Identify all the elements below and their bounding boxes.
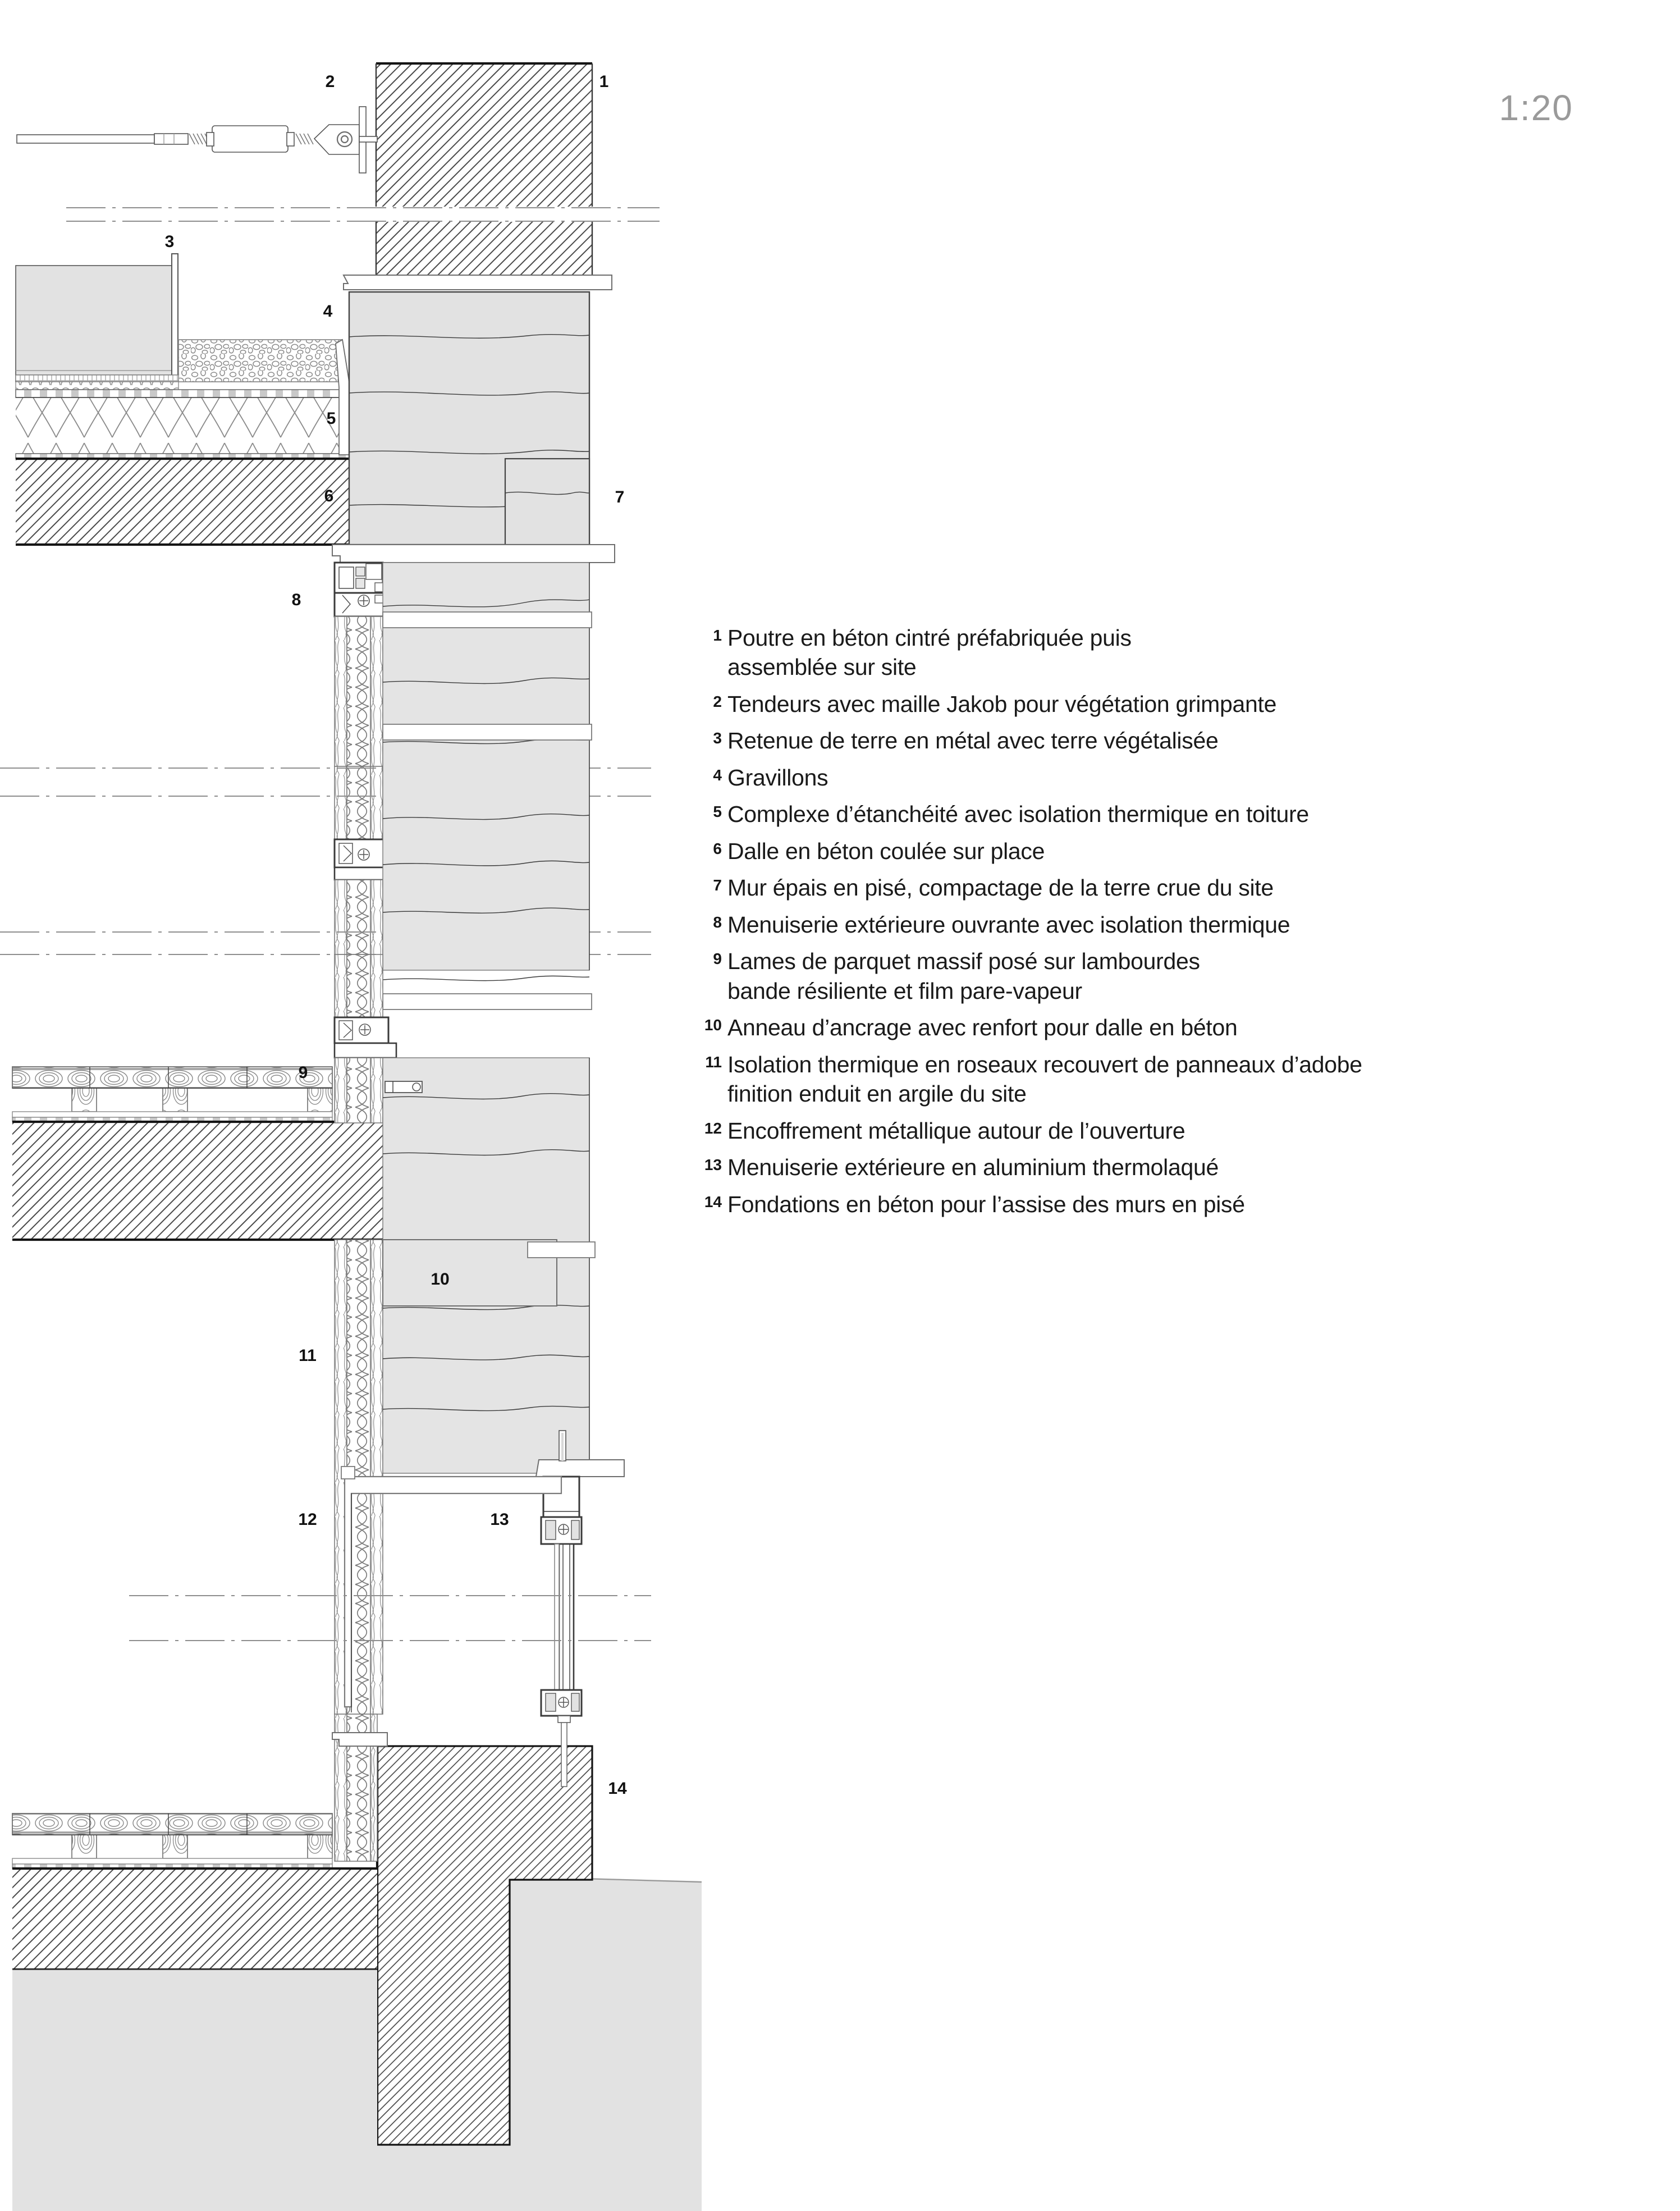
legend-item <box>696 623 1622 682</box>
legend-label: Complexe d’étanchéité avec isolation thermique en toiture <box>727 801 1309 828</box>
legend-label: Lames de parquet massif posé sur lambourdes bande résiliente et film pare-vapeur <box>727 948 1200 1004</box>
callout-4: 4 <box>323 302 333 321</box>
legend-number: 14 <box>704 1193 722 1210</box>
ground-floor-parquet <box>12 1813 332 1869</box>
legend-label: Poutre en béton cintré préfabriquée puis assemblée sur site <box>727 625 1132 680</box>
legend-number: 12 <box>704 1119 722 1137</box>
legend-number: 13 <box>704 1156 722 1174</box>
legend-number: 7 <box>713 876 722 894</box>
legend-number: 9 <box>713 950 722 968</box>
callout-6: 6 <box>324 487 334 505</box>
legend-label: Menuiserie extérieure en aluminium thermolaqué <box>727 1154 1219 1181</box>
legend-item <box>696 800 1622 829</box>
aluminium-window-assembly <box>536 1431 624 1716</box>
legend-item <box>696 1116 1622 1145</box>
callout-3: 3 <box>164 232 175 251</box>
legend-label: Isolation thermique en roseaux recouvert de panneaux d’adobe finition enduit en argile du site <box>727 1051 1362 1107</box>
legend-item <box>696 873 1622 902</box>
metal-earth-retainer <box>16 254 178 382</box>
callout-10: 10 <box>431 1270 450 1289</box>
legend-label: Retenue de terre en métal avec terre végétalisée <box>727 728 1219 754</box>
window-transom-frame-profile <box>335 839 385 880</box>
callout-9: 9 <box>298 1063 308 1082</box>
reed-insulation-wall-assembly <box>335 616 383 839</box>
legend-number: 1 <box>713 627 722 644</box>
exterior-ledge-1 <box>383 612 592 628</box>
ground-floor-concrete-slab <box>12 1869 377 1970</box>
exterior-ledge-4 <box>528 1242 595 1258</box>
legend-item <box>696 1153 1622 1182</box>
legend-item <box>696 1013 1622 1042</box>
legend-label: Gravillons <box>727 764 828 791</box>
base-sill-plate <box>332 1733 387 1746</box>
legend-label: Fondations en béton pour l’assise des murs en pisé <box>727 1191 1245 1217</box>
legend-label: Tendeurs avec maille Jakob pour végétation grimpante <box>727 691 1277 717</box>
section-drawing <box>0 0 702 2211</box>
window-head-plate <box>332 545 615 563</box>
legend-number: 4 <box>713 766 722 784</box>
precast-concrete-beam <box>376 63 592 286</box>
sub-base-fill <box>12 1970 377 2211</box>
callout-2: 2 <box>325 72 335 91</box>
reed-insulation-wall-assembly-4 <box>335 1058 383 1123</box>
callout-14: 14 <box>608 1779 627 1798</box>
legend-number: 8 <box>713 913 722 931</box>
gravel-ballast <box>178 340 349 382</box>
legend-item <box>696 947 1622 1006</box>
legend-label: Dalle en béton coulée sur place <box>727 838 1045 864</box>
legend-item <box>696 837 1622 866</box>
drawing-scale-note: 1:20 <box>1499 88 1573 128</box>
legend-number: 11 <box>705 1053 722 1071</box>
exterior-ledge-3 <box>383 994 592 1009</box>
legend-label: Encoffrement métallique autour de l’ouverture <box>727 1117 1185 1144</box>
callout-7: 7 <box>615 488 625 506</box>
legend-number: 2 <box>713 692 722 710</box>
callout-8: 8 <box>291 591 301 609</box>
legend-item <box>696 1050 1622 1109</box>
legend-label: Menuiserie extérieure ouvrante avec isolation thermique <box>727 911 1290 938</box>
parquet-floor-assembly <box>12 1067 332 1122</box>
legend-item <box>696 726 1622 755</box>
window-sill-frame-profile <box>335 1017 396 1058</box>
legend-item <box>696 763 1622 792</box>
legend-item <box>696 689 1622 719</box>
rammed-earth-wall-band-1 <box>505 459 589 545</box>
exterior-ledge-2 <box>383 724 592 740</box>
callout-1: 1 <box>599 72 609 91</box>
legend-label: Mur épais en pisé, compactage de la terre crue du site <box>727 875 1274 901</box>
legend-number: 5 <box>713 803 722 821</box>
callout-11: 11 <box>299 1346 317 1365</box>
legend-item <box>696 1190 1622 1219</box>
legend-number: 3 <box>713 729 722 747</box>
legend-number: 6 <box>713 839 722 857</box>
callout-12: 12 <box>298 1510 317 1529</box>
callout-5: 5 <box>326 409 336 428</box>
cable-tensioner-assembly <box>17 107 377 173</box>
break-line-top <box>66 208 660 221</box>
legend-item <box>696 910 1622 939</box>
legend-label: Anneau d’ancrage avec renfort pour dalle en béton <box>727 1015 1238 1041</box>
legend-number: 10 <box>704 1016 722 1034</box>
legend-list <box>696 623 1622 1226</box>
callout-13: 13 <box>490 1510 509 1529</box>
